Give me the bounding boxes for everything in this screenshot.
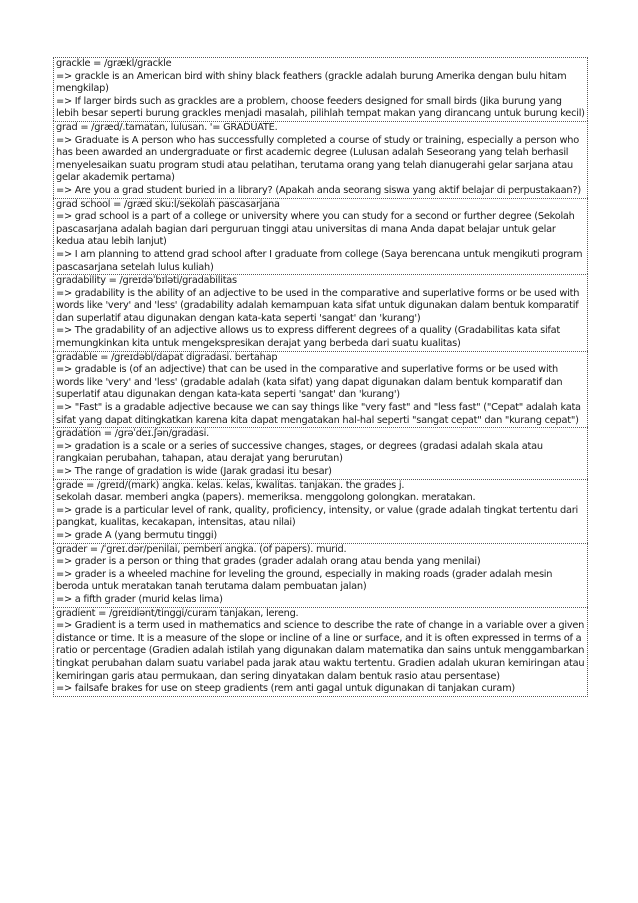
entry-line: => grackle is an American bird with shiny black feathers (grackle adalah burung Amerika dengan bulu hitam mengkilap) [56, 70, 567, 95]
entry-header [56, 275, 585, 288]
dictionary-sheet [53, 57, 588, 697]
entry-line: => grader is a person or thing that grades (grader adalah orang atau benda yang menilai) [56, 556, 481, 568]
translation: dapat digradasi. bertahap [156, 351, 278, 363]
entry-line: => grader is a wheeled machine for leveling the ground, especially in making roads (grader adalah mesin beroda untuk meratakan tanah terutama dalam pembuatan jalan) [56, 568, 553, 593]
entry-header [56, 122, 585, 135]
dictionary-entry [53, 479, 588, 543]
entry-line: => Gradient is a term used in mathematics and science to describe the rate of change in a variable over a given distance or time. It is a measure of the slope or incline of a line or surface, and it is often expressed in terms of a ratio or percentage (Gradien adalah istilah yang digunakan dalam matematika dan sains untuk menggambarkan tingkat perubahan dalam suatu variabel pada jarak atau waktu tertentu. Gradien adalah ukuran kemiringan atau kemiringan garis atau permukaan, dan sering dinyatakan dalam bentuk rasio atau persentase) [56, 620, 585, 682]
headword: grad school = /græd sku:l/ [56, 198, 180, 210]
headword: grad = /græd/. [56, 121, 126, 133]
headword: grackle = /grækl/ [56, 58, 138, 69]
entry-header [56, 352, 585, 365]
entry-line: => If larger birds such as grackles are a problem, choose feeders designed for small birds (Jika burung yang lebih besar seperti burung grackles menjadi masalah, pilihlah tempat makan yang dirancang untuk burung kecil) [56, 95, 585, 120]
translation: gradabilitas [182, 275, 237, 287]
translation: (mark) angka. kelas. kelas, kwalitas. tanjakan. the grades j. [127, 479, 405, 491]
entry-line: => The range of gradation is wide (Jarak gradasi itu besar) [56, 466, 332, 477]
translation: sekolah pascasarjana [179, 198, 280, 210]
entry-header [56, 544, 585, 557]
entry-line: => gradation is a scale or a series of successive changes, stages, or degrees (gradasi adalah skala atau rangkaian perubahan, tahapan, atau derajat yang berurutan) [56, 440, 543, 465]
dictionary-entry [53, 198, 588, 275]
dictionary-entry [53, 57, 588, 121]
headword: gradient = /greɪdiənt/ [56, 607, 158, 619]
headword: grader = /ˈgreɪ.dər/ [56, 543, 147, 555]
translation: tamatan, lulusan. '= GRADUATE. [125, 121, 278, 133]
dictionary-entry [53, 543, 588, 607]
entry-line: => a fifth grader (murid kelas lima) [56, 593, 223, 605]
translation: tinggi/curam tanjakan, lereng. [157, 607, 299, 619]
entry-header [56, 608, 585, 621]
dictionary-entry [53, 351, 588, 428]
translation: grackle [137, 58, 172, 69]
headword: grade = /greɪd/ [56, 479, 128, 491]
entry-line: => Are you a grad student buried in a library? (Apakah anda seorang siswa yang aktif belajar di perpustakaan?) [56, 184, 581, 196]
entry-line: => failsafe brakes for use on steep gradients (rem anti gagal untuk digunakan di tanjakan curam) [56, 683, 515, 695]
dictionary-entry [53, 121, 588, 198]
entry-line: => I am planning to attend grad school after I graduate from college (Saya berencana untuk mengikuti program pascasarjana setelah lulus kuliah) [56, 248, 583, 273]
dictionary-entry [53, 607, 588, 697]
entry-line: => gradable is (of an adjective) that can be used in the comparative and superlative forms or be used with words like 'very' and 'less' (gradable adalah (kata sifat) yang dapat digunakan dalam bentuk komparatif dan superlatif atau digunakan dengan kata-kata seperti 'sangat' dan 'kurang') [56, 364, 563, 401]
entry-line: => grad school is a part of a college or university where you can study for a second or further degree (Sekolah pascasarjana adalah bagian dari perguruan tinggi atau universitas di mana Anda dapat belajar untuk gelar kedua atau lebih lanjut) [56, 211, 575, 248]
entry-line: => Graduate is A person who has successfully completed a course of study or training, especially a person who has been awarded an undergraduate or first academic degree (Lulusan adalah Seseorang yang telah berhasil menyelesaikan suatu program studi atau pelatihan, terutama orang yang telah dianugerahi gelar sarjana atau gelar akademik pertama) [56, 134, 579, 184]
entry-header [56, 428, 585, 441]
entry-header [56, 58, 585, 71]
entry-line: => gradability is the ability of an adjective to be used in the comparative and superlative forms or be used with words like 'very' and 'less' (gradability adalah kemampuan kata sifat untuk digunakan dalam bentuk komparatif dan superlatif atau digunakan dengan kata-kata seperti 'sangat' dan 'kurang') [56, 287, 580, 324]
entry-header [56, 199, 585, 212]
headword: gradable = /greɪdəbl/ [56, 351, 157, 363]
entry-line: => grade A (yang bermutu tinggi) [56, 529, 217, 541]
entry-line: sekolah dasar. memberi angka (papers). memeriksa. menggolong golongkan. meratakan. [56, 492, 476, 504]
dictionary-entry [53, 274, 588, 351]
entry-line: => grade is a particular level of rank, quality, proficiency, intensity, or value (grade adalah tingkat tertentu dari pangkat, kualitas, kecakapan, intensitas, atau nilai) [56, 504, 579, 529]
headword: gradation = /grəˈdeɪ.ʃən/ [56, 428, 172, 440]
dictionary-entry [53, 427, 588, 478]
translation: penilai, pemberi angka. (of papers). murid. [146, 543, 347, 555]
entry-line: => "Fast" is a gradable adjective because we can say things like "very fast" and "less fast" ("Cepat" adalah kata sifat yang dapat ditingkatkan karena kita dapat mengatakan hal-hal seperti "sangat cepat" dan "kurang cepat") [56, 402, 581, 426]
headword: gradability = /greɪdəˈbɪləti/ [56, 275, 183, 287]
entry-line: => The gradability of an adjective allows us to express different degrees of a quality (Gradabilitas kata sifat memungkinkan kita untuk mengekspresikan derajat yang berbeda dari suatu kualitas) [56, 325, 560, 350]
translation: gradasi. [171, 428, 209, 440]
entry-header [56, 480, 585, 493]
